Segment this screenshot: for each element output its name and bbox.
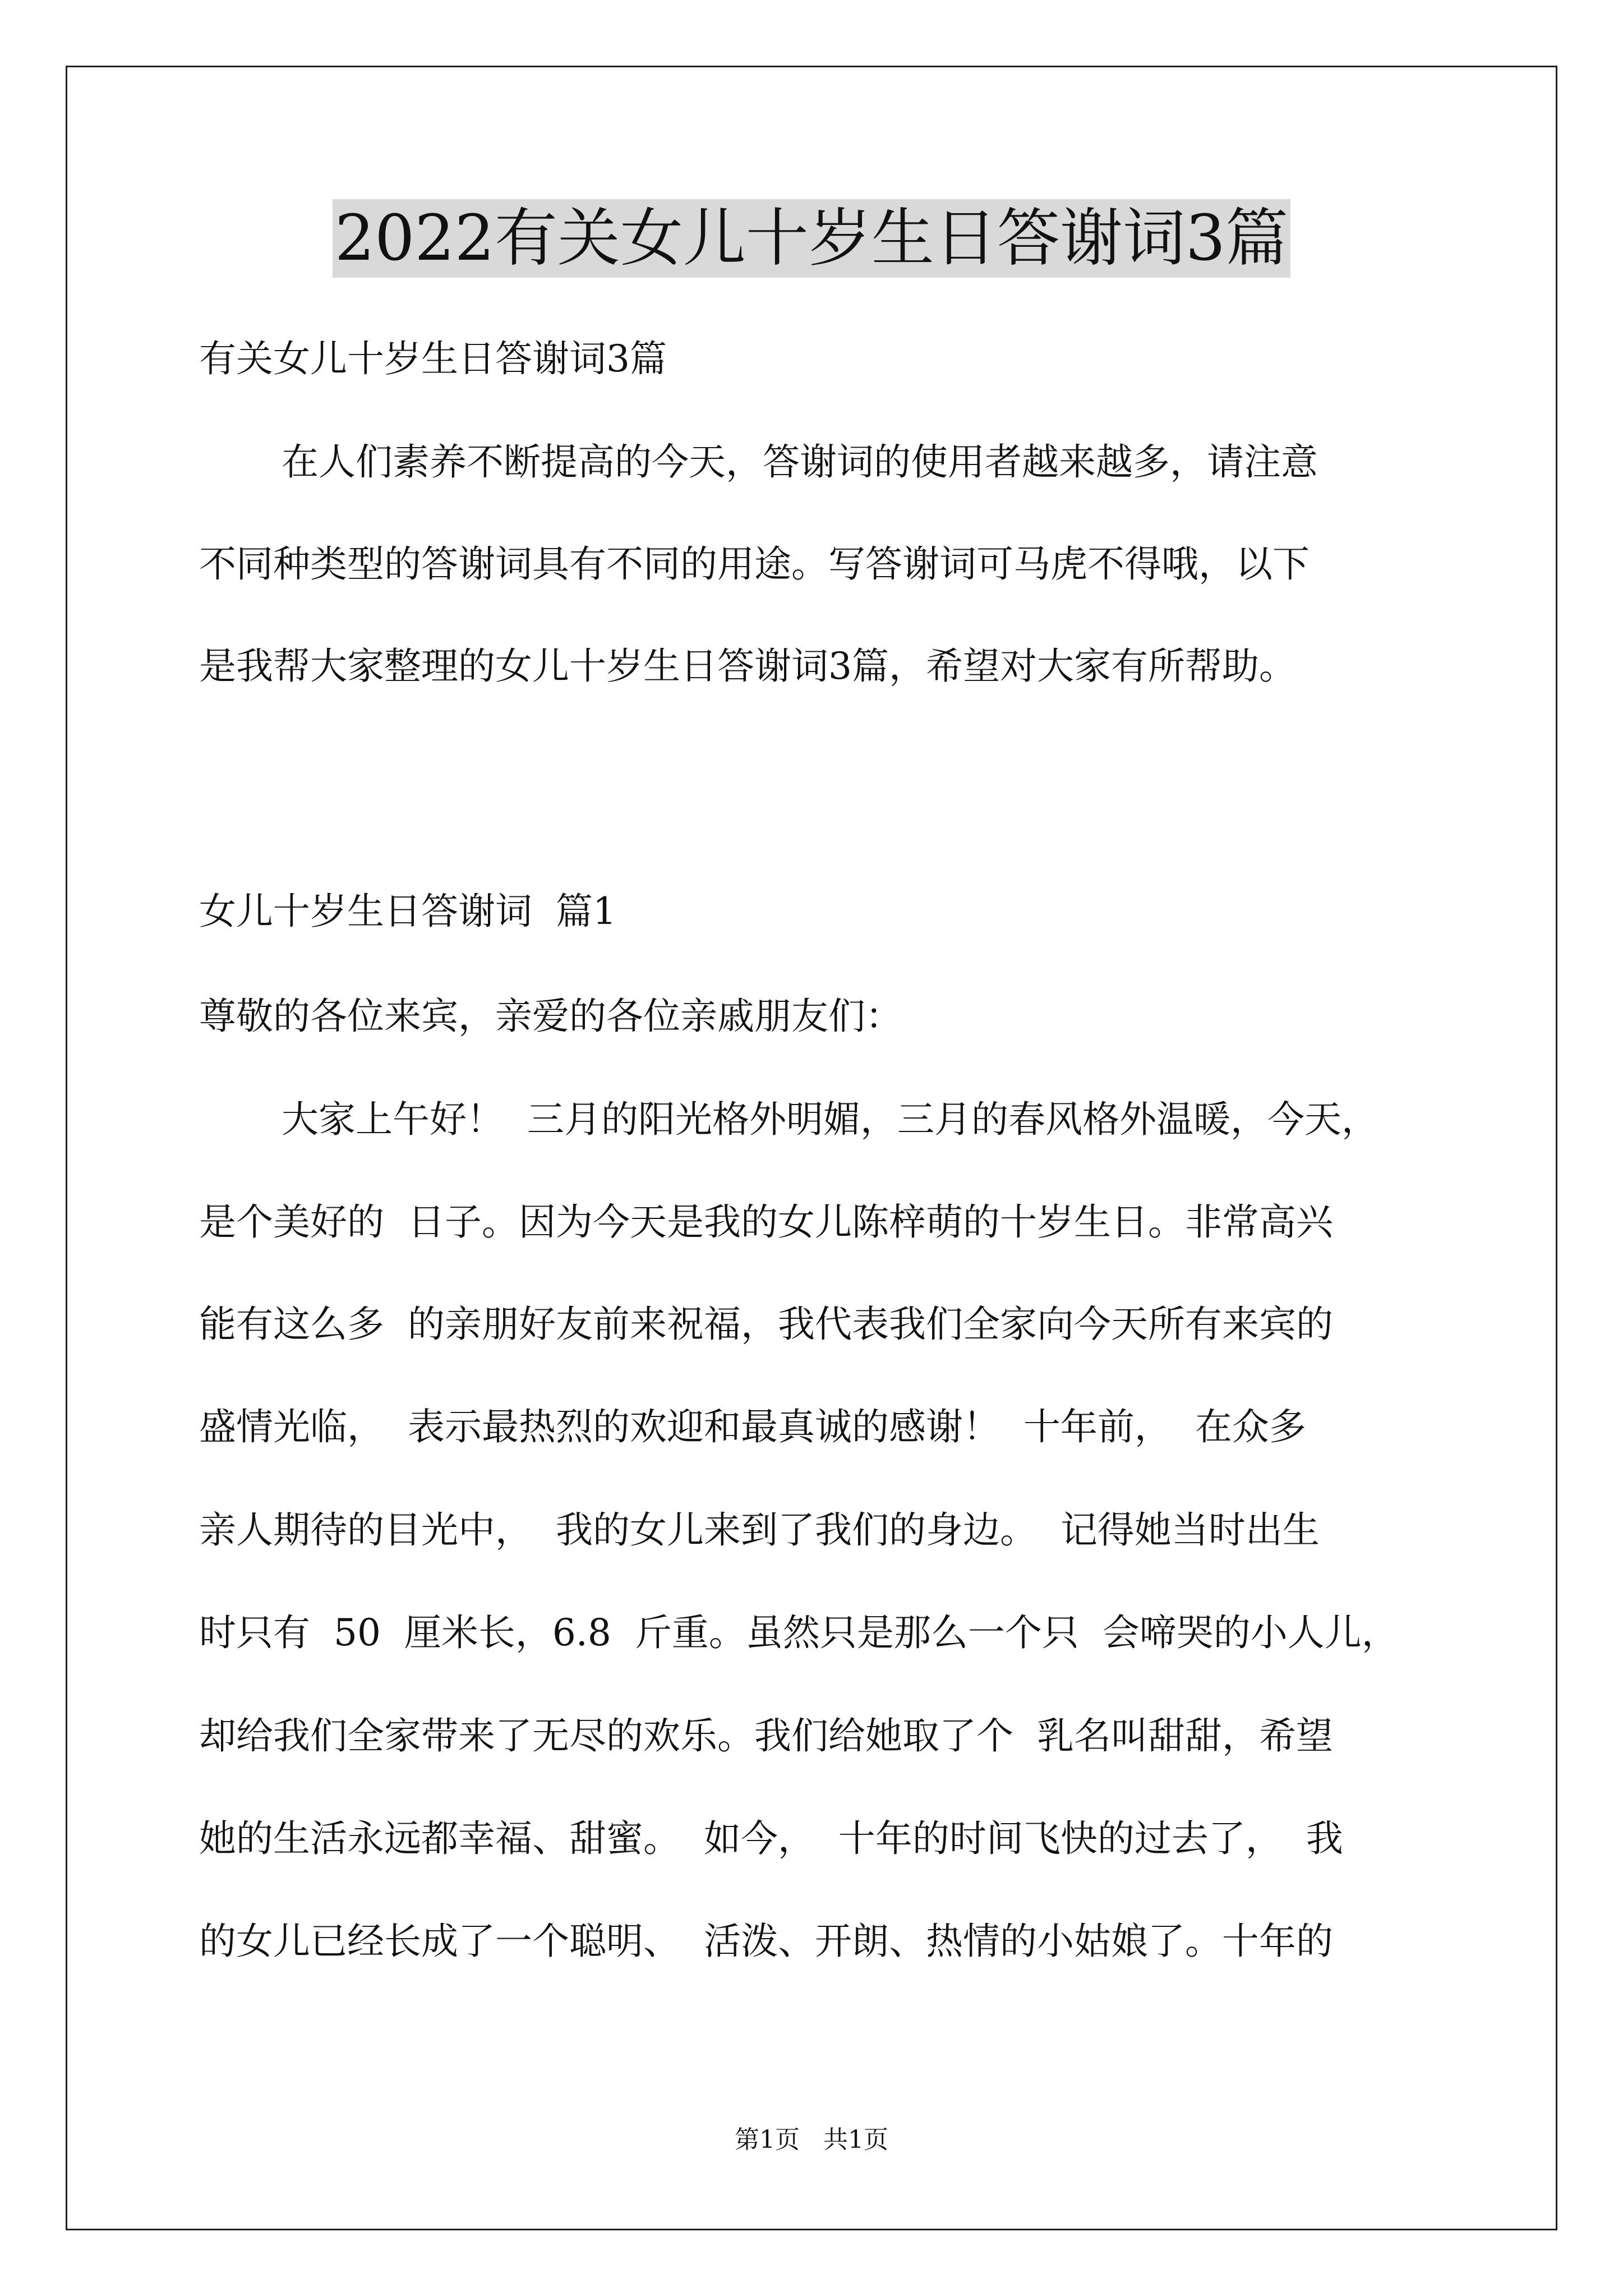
body-line-6: 时只有 50 厘米长，6.8 斤重。虽然只是那么一个只 会啼哭的小人儿，	[199, 1611, 1399, 1654]
page-footer: 第1页 共1页	[735, 2125, 888, 2154]
body-line-1: 大家上午好！ 三月的阳光格外明媚，三月的春风格外温暖，今天，	[282, 1098, 1378, 1141]
subtitle-line: 有关女儿十岁生日答谢词3篇	[199, 337, 667, 380]
intro-line-2: 不同种类型的答谢词具有不同的用途。写答谢词可马虎不得哦，以下	[199, 542, 1310, 586]
salutation-line: 尊敬的各位来宾，亲爱的各位亲戚朋友们：	[199, 995, 902, 1038]
body-line-3: 能有这么多 的亲朋好友前来祝福，我代表我们全家向今天所有来宾的	[199, 1303, 1333, 1346]
body-line-2: 是个美好的 日子。因为今天是我的女儿陈梓萌的十岁生日。非常高兴	[199, 1200, 1333, 1244]
intro-line-1: 在人们素养不断提高的今天，答谢词的使用者越来越多，请注意	[282, 440, 1318, 484]
body-line-8: 她的生活永远都幸福、甜蜜。 如今， 十年的时间飞快的过去了， 我	[199, 1817, 1343, 1860]
body-line-7: 却给我们全家带来了无尽的欢乐。我们给她取了个 乳名叫甜甜，希望	[199, 1714, 1333, 1757]
body-line-9: 的女儿已经长成了一个聪明、 活泼、开朗、热情的小姑娘了。十年的	[199, 1920, 1333, 1963]
document-title: 2022有关女儿十岁生日答谢词3篇	[333, 199, 1290, 278]
title-block	[0, 199, 1623, 278]
section-heading: 女儿十岁生日答谢词 篇1	[199, 890, 616, 933]
body-line-5: 亲人期待的目光中， 我的女儿来到了我们的身边。 记得她当时出生	[199, 1508, 1320, 1552]
intro-line-3: 是我帮大家整理的女儿十岁生日答谢词3篇，希望对大家有所帮助。	[199, 645, 1296, 688]
page-border	[66, 66, 1557, 2230]
body-line-4: 盛情光临， 表示最热烈的欢迎和最真诚的感谢！ 十年前， 在众多	[199, 1405, 1306, 1448]
